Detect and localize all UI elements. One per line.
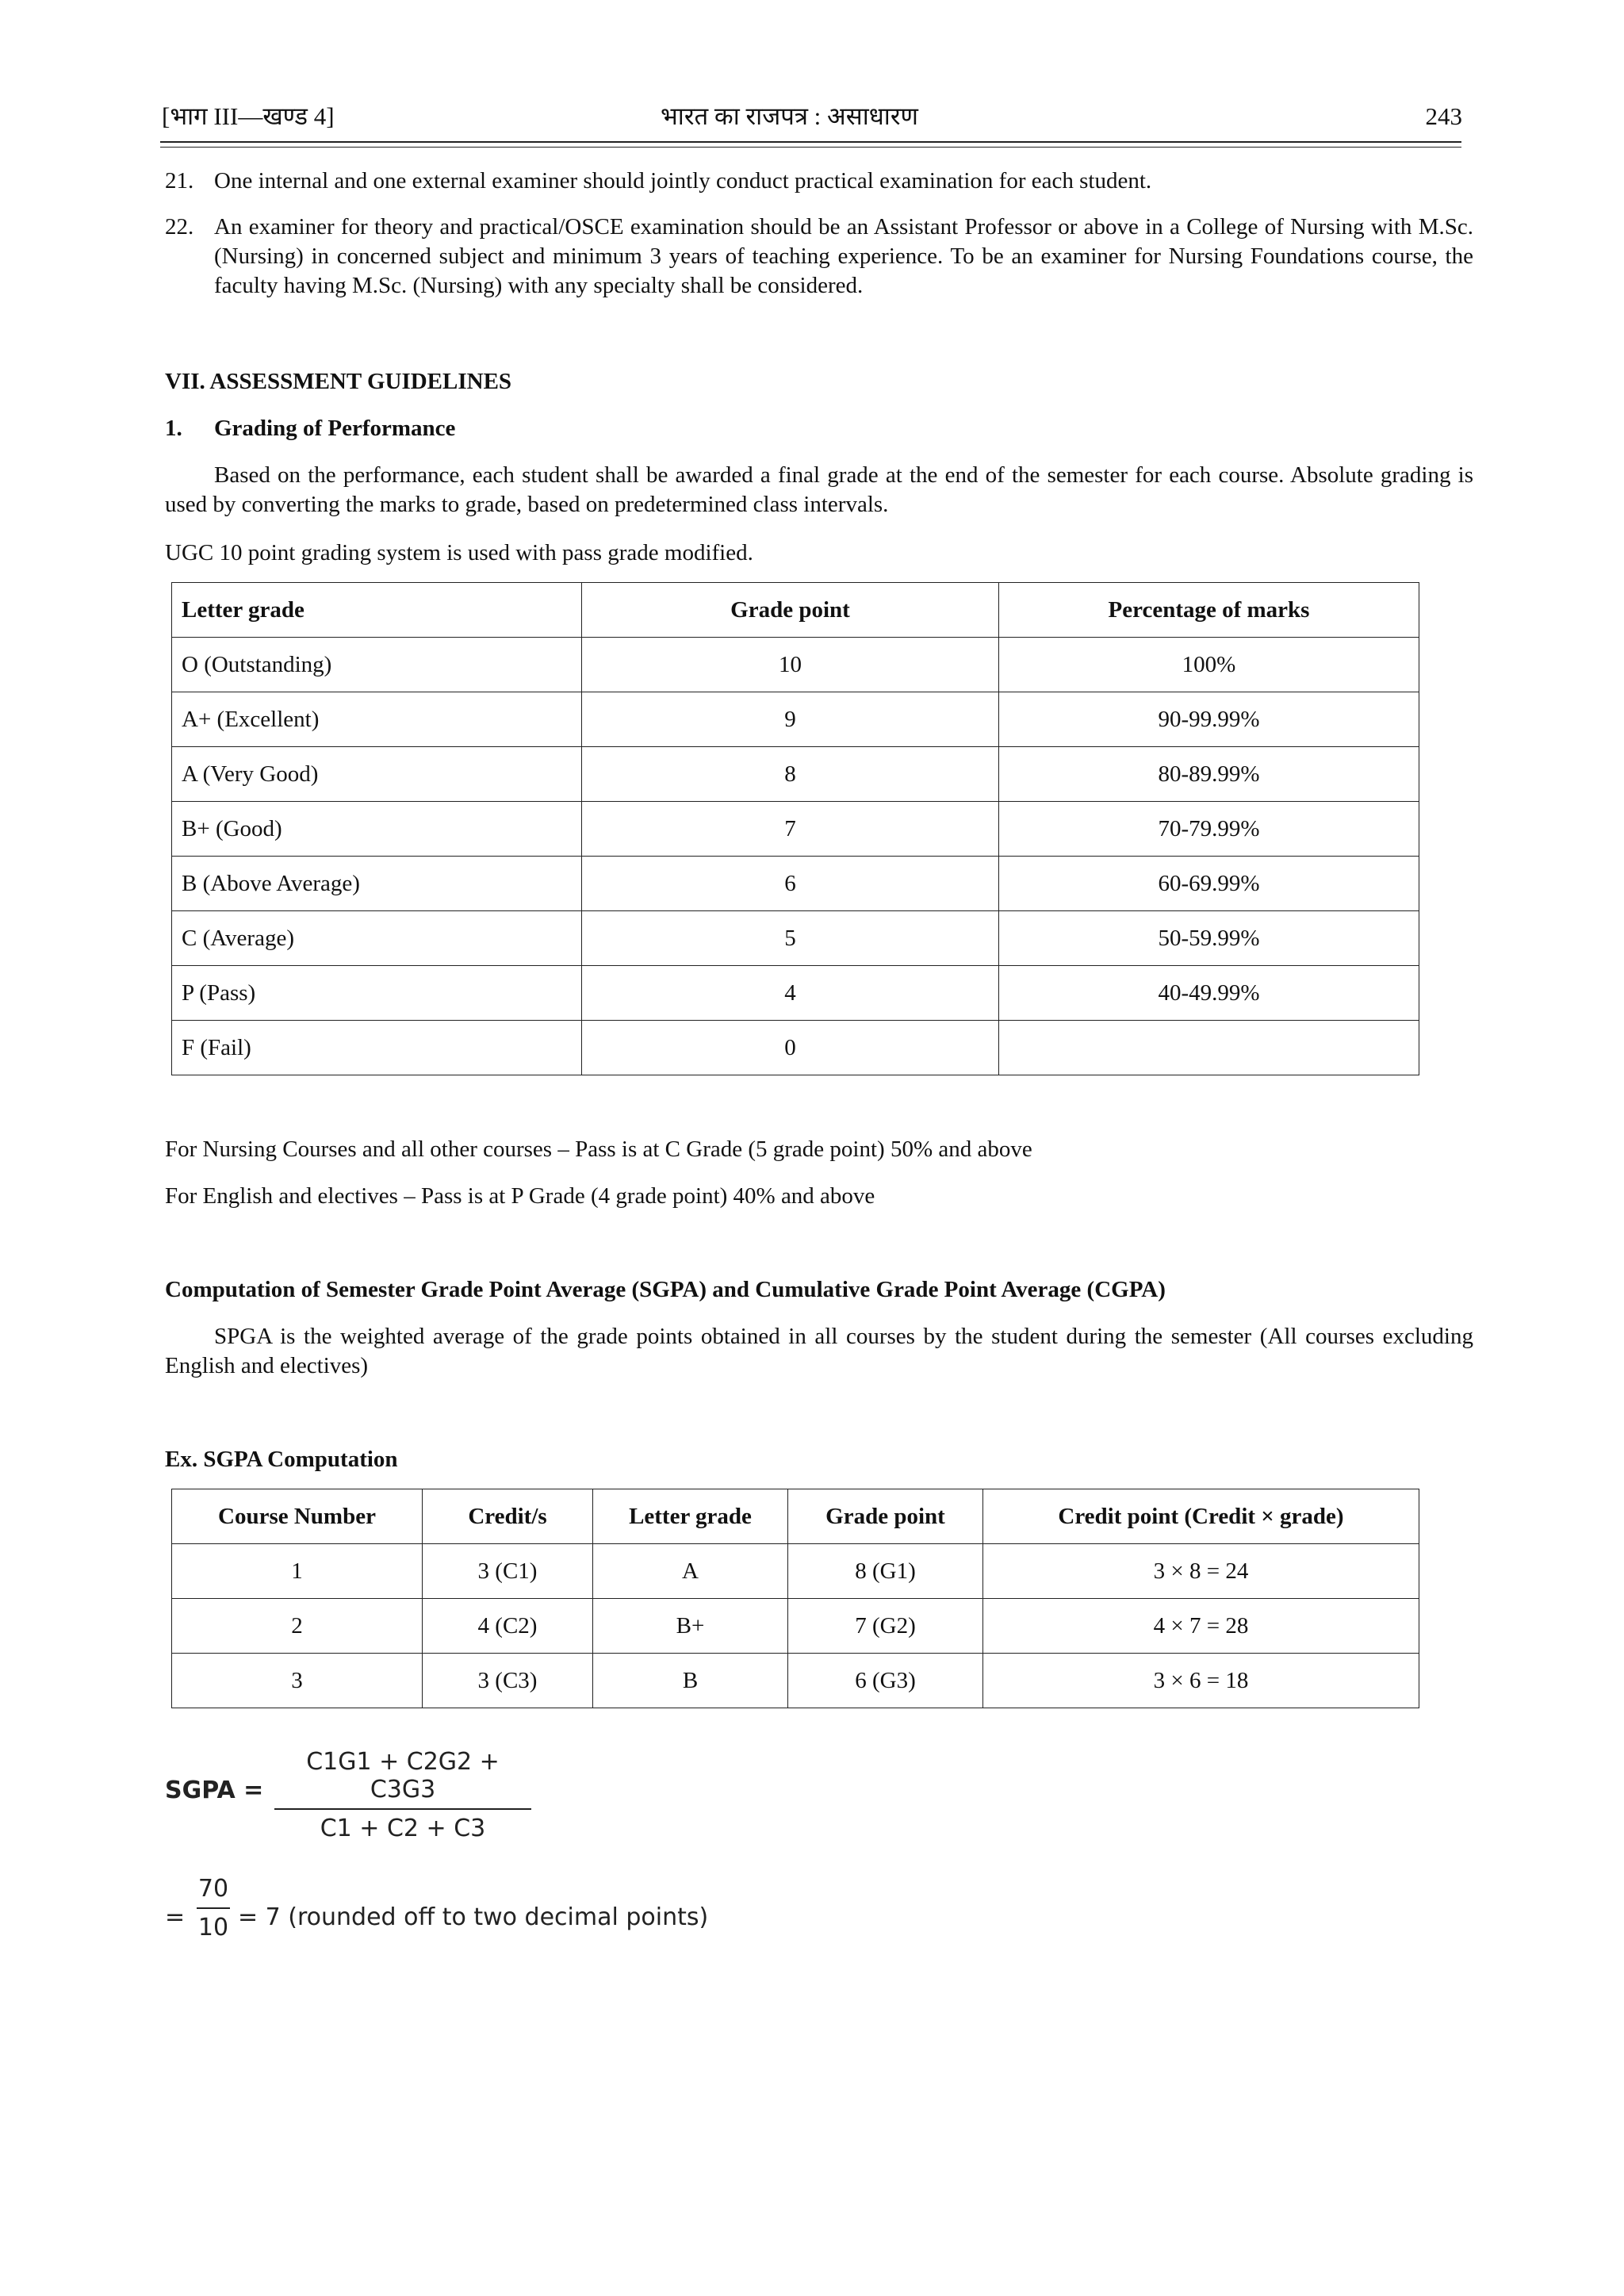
grading-paragraph-text: Based on the performance, each student shall be awarded a final grade at the end of the semester for each course. Absolute grading is used by converting the marks to grade, based on predetermined class intervals.: [165, 462, 1473, 517]
result-fraction: [197, 1875, 230, 1941]
table-cell: 40-49.99%: [999, 966, 1419, 1021]
table-cell: 7 (G2): [788, 1599, 983, 1654]
fraction-bar: [274, 1808, 531, 1810]
table-cell: B+: [593, 1599, 788, 1654]
table-header-cell: Letter grade: [172, 583, 582, 638]
result-denominator: 10: [197, 1914, 229, 1941]
table-header-cell: Credit/s: [423, 1489, 593, 1544]
table-header-row: [172, 1489, 1419, 1544]
table-cell: 3: [172, 1654, 423, 1708]
table-cell: 7: [582, 802, 999, 857]
table-cell: 100%: [999, 638, 1419, 692]
table-cell: 6: [582, 857, 999, 911]
result-equals: =: [165, 1903, 186, 1931]
list-item-text: An examiner for theory and practical/OSCE examination should be an Assistant Professor or above in a College of Nursing with M.Sc. (Nursing) in concerned subject and minimum 3 years of teaching experience. To be an examiner for Nursing Foundations course, the faculty having M.Sc. (Nursing) with any specialty shall be considered.: [214, 214, 1473, 298]
table-cell: B: [593, 1654, 788, 1708]
table-row: [172, 911, 1419, 966]
table-cell: 1: [172, 1544, 423, 1599]
table-cell: P (Pass): [172, 966, 582, 1021]
table-header-cell: Course Number: [172, 1489, 423, 1544]
sgpa-paragraph-text: SPGA is the weighted average of the grade points obtained in all courses by the student during the semester (All courses excluding English and electives): [165, 1324, 1473, 1378]
subsection-heading: [165, 414, 455, 443]
header-gazette-title: भारत का राजपत्र : असाधारण: [661, 102, 918, 130]
list-item-text: One internal and one external examiner should jointly conduct practical examination for each student.: [214, 168, 1152, 194]
table-header-cell: Percentage of marks: [999, 583, 1419, 638]
table-row: [172, 747, 1419, 802]
grade-table: [171, 582, 1419, 1075]
table-cell: A+ (Excellent): [172, 692, 582, 747]
table-header-cell: Letter grade: [593, 1489, 788, 1544]
table-row: [172, 802, 1419, 857]
table-row: [172, 1654, 1419, 1708]
table-cell: [999, 1021, 1419, 1075]
sgpa-paragraph: [165, 1322, 1473, 1381]
table-cell: C (Average): [172, 911, 582, 966]
subsection-title: Grading of Performance: [214, 416, 456, 441]
header-part-section: [भाग III—खण्ड 4]: [162, 102, 335, 130]
table-cell: 4: [582, 966, 999, 1021]
table-cell: 80-89.99%: [999, 747, 1419, 802]
list-item-number: 21.: [165, 168, 194, 194]
result-text: = 7 (rounded off to two decimal points): [238, 1903, 709, 1931]
table-cell: A: [593, 1544, 788, 1599]
list-item-number: 22.: [165, 214, 194, 240]
table-cell: O (Outstanding): [172, 638, 582, 692]
header-rule-thick: [160, 141, 1461, 143]
table-header-cell: Grade point: [582, 583, 999, 638]
table-cell: 4 × 7 = 28: [983, 1599, 1419, 1654]
ugc-line: UGC 10 point grading system is used with pass grade modified.: [165, 540, 753, 565]
formula-lhs: SGPA =: [165, 1777, 264, 1804]
table-header-row: [172, 583, 1419, 638]
table-cell: 6 (G3): [788, 1654, 983, 1708]
result-numerator: 70: [197, 1875, 229, 1903]
pass-note-nursing: For Nursing Courses and all other courses – Pass is at C Grade (5 grade point) 50% and above: [165, 1137, 1032, 1162]
header-rule-thin: [160, 147, 1461, 148]
table-row: [172, 1544, 1419, 1599]
subsection-number: 1.: [165, 416, 182, 441]
table-cell: B+ (Good): [172, 802, 582, 857]
table-cell: 70-79.99%: [999, 802, 1419, 857]
table-cell: F (Fail): [172, 1021, 582, 1075]
section-title: VII. ASSESSMENT GUIDELINES: [165, 369, 512, 394]
table-cell: 5: [582, 911, 999, 966]
table-cell: 8: [582, 747, 999, 802]
table-row: [172, 1599, 1419, 1654]
table-cell: 8 (G1): [788, 1544, 983, 1599]
table-cell: B (Above Average): [172, 857, 582, 911]
table-cell: 0: [582, 1021, 999, 1075]
sgpa-table: [171, 1489, 1419, 1708]
table-cell: 9: [582, 692, 999, 747]
table-cell: 3 (C1): [423, 1544, 593, 1599]
page-number: 243: [1425, 102, 1462, 130]
table-row: [172, 966, 1419, 1021]
list-item-22: [165, 213, 1473, 301]
table-row: [172, 1021, 1419, 1075]
computation-title: Computation of Semester Grade Point Average (SGPA) and Cumulative Grade Point Average (CGPA): [165, 1277, 1166, 1302]
table-row: [172, 857, 1419, 911]
formula-fraction: [274, 1748, 531, 1842]
table-cell: A (Very Good): [172, 747, 582, 802]
table-cell: 3 × 8 = 24: [983, 1544, 1419, 1599]
list-item-21: [165, 167, 1473, 196]
table-cell: 10: [582, 638, 999, 692]
table-row: [172, 692, 1419, 747]
table-cell: 3 × 6 = 18: [983, 1654, 1419, 1708]
pass-note-english: For English and electives – Pass is at P Grade (4 grade point) 40% and above: [165, 1183, 875, 1209]
table-cell: 50-59.99%: [999, 911, 1419, 966]
formula-denominator: C1 + C2 + C3: [320, 1815, 486, 1842]
formula-numerator: C1G1 + C2G2 + C3G3: [306, 1748, 500, 1803]
table-cell: 3 (C3): [423, 1654, 593, 1708]
table-header-cell: Grade point: [788, 1489, 983, 1544]
table-cell: 90-99.99%: [999, 692, 1419, 747]
example-title: Ex. SGPA Computation: [165, 1447, 398, 1472]
fraction-bar: [197, 1907, 230, 1909]
table-cell: 4 (C2): [423, 1599, 593, 1654]
table-header-cell: Credit point (Credit × grade): [983, 1489, 1419, 1544]
table-cell: 60-69.99%: [999, 857, 1419, 911]
table-cell: 2: [172, 1599, 423, 1654]
grading-paragraph: [165, 461, 1473, 519]
table-row: [172, 638, 1419, 692]
